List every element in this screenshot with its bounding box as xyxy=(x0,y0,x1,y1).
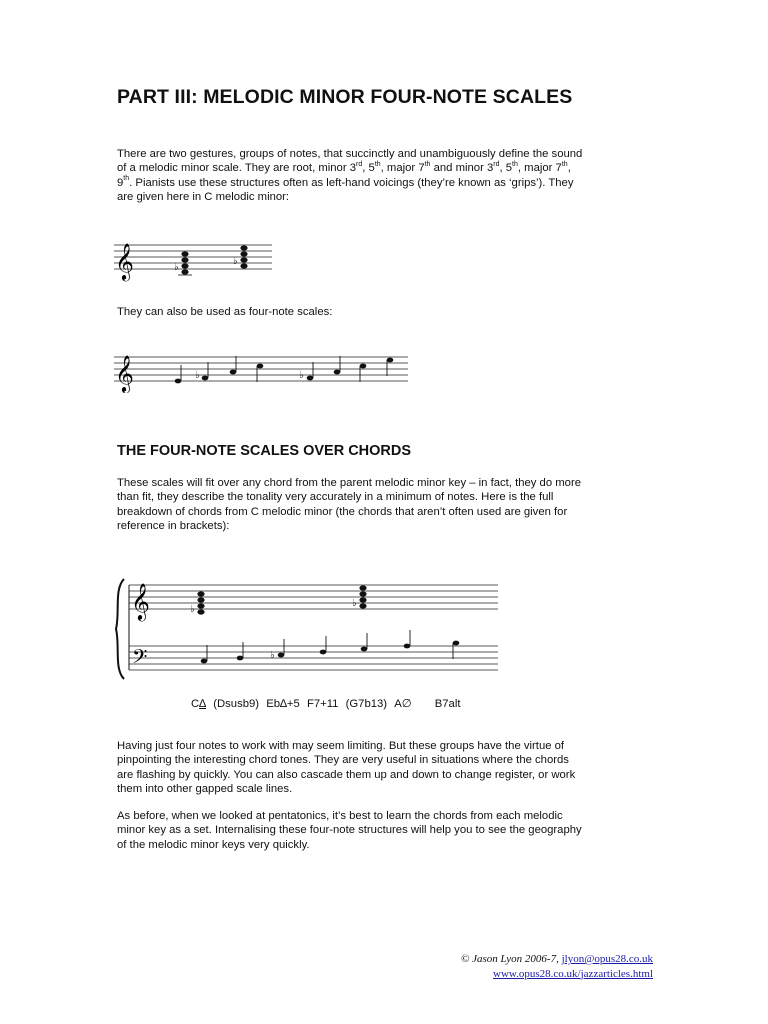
four-note-scales-staff xyxy=(112,345,412,393)
bass-clef-icon: 𝄢 xyxy=(132,645,148,673)
chord-labels xyxy=(191,697,464,710)
chord-label: F7+11 xyxy=(306,698,339,710)
grips-staff xyxy=(112,233,277,283)
brace xyxy=(116,579,124,679)
treble-staff-lines xyxy=(129,585,498,609)
chord-label: A∅ xyxy=(394,698,412,710)
copyright-text: © Jason Lyon 2006-7, xyxy=(460,953,562,965)
email-link[interactable]: jlyon@opus28.co.uk xyxy=(561,953,653,965)
flat-icon: ♭ xyxy=(352,598,357,609)
flat-icon: ♭ xyxy=(190,604,195,615)
treble-clef-icon: 𝄞 xyxy=(115,242,134,280)
flat-icon: ♭ xyxy=(270,650,275,661)
section-title: THE FOUR-NOTE SCALES OVER CHORDS xyxy=(117,443,412,459)
treble-clef-icon: 𝄞 xyxy=(131,582,150,620)
page-title: PART III: MELODIC MINOR FOUR-NOTE SCALES xyxy=(117,86,573,108)
treble-clef-icon: 𝄞 xyxy=(115,354,134,392)
chord-label: Eb∆+5 xyxy=(266,698,300,710)
chord-label: B7alt xyxy=(434,698,461,710)
chord-label: C∆ xyxy=(191,698,207,710)
chords-paragraph: These scales will fit over any chord from the parent melodic minor key – in fact, they do more than fit, they describe the tonality very accurately in a minimum of notes. Here is the full breakdown of chords from C melodic minor (the chords that aren’t often used are given for reference in brackets): xyxy=(117,477,581,532)
flat-icon: ♭ xyxy=(299,370,304,381)
limiting-paragraph: Having just four notes to work with may seem limiting. But these groups have the virtue of pinpointing the interesting chord tones. They are very useful in situations where the chords are flashing by quickly. You can also cascade them up and down to change register, or work them into other gapped scale lines. xyxy=(117,740,576,795)
website-link[interactable]: www.opus28.co.uk/jazzarticles.html xyxy=(493,967,653,980)
intro-line-1: There are two gestures, groups of notes, that succinctly and unambiguously define the sound xyxy=(117,148,583,160)
chord-label: (G7b13) xyxy=(345,698,388,710)
intro-paragraph: There are two gestures, groups of notes, that succinctly and unambiguously define the sound of a melodic minor scale. They are root, minor 3rd, 5th, major 7th and minor 3rd, 5th, major 7th, 9th. Pianists use these structures often as left-hand voicings (they’re known as ‘grips’). They are given here in C melodic minor: xyxy=(117,148,583,203)
scales-paragraph: They can also be used as four-note scales: xyxy=(117,306,333,318)
scale-notes xyxy=(175,356,394,383)
flat-icon: ♭ xyxy=(174,262,179,273)
footer xyxy=(461,952,653,981)
bass-staff-lines xyxy=(129,646,498,670)
pentatonics-paragraph: As before, when we looked at pentatonics, it’s best to learn the chords from each melodic minor key as a set. Internalising these four-note structures will help you to see the geography of the melodic minor keys very quickly. xyxy=(117,810,582,851)
flat-icon: ♭ xyxy=(195,370,200,381)
grand-staff xyxy=(112,575,504,687)
staff-lines xyxy=(114,245,272,269)
chord-label: (Dsusb9) xyxy=(213,698,260,710)
flat-icon: ♭ xyxy=(233,256,238,267)
staff-lines xyxy=(114,357,408,381)
